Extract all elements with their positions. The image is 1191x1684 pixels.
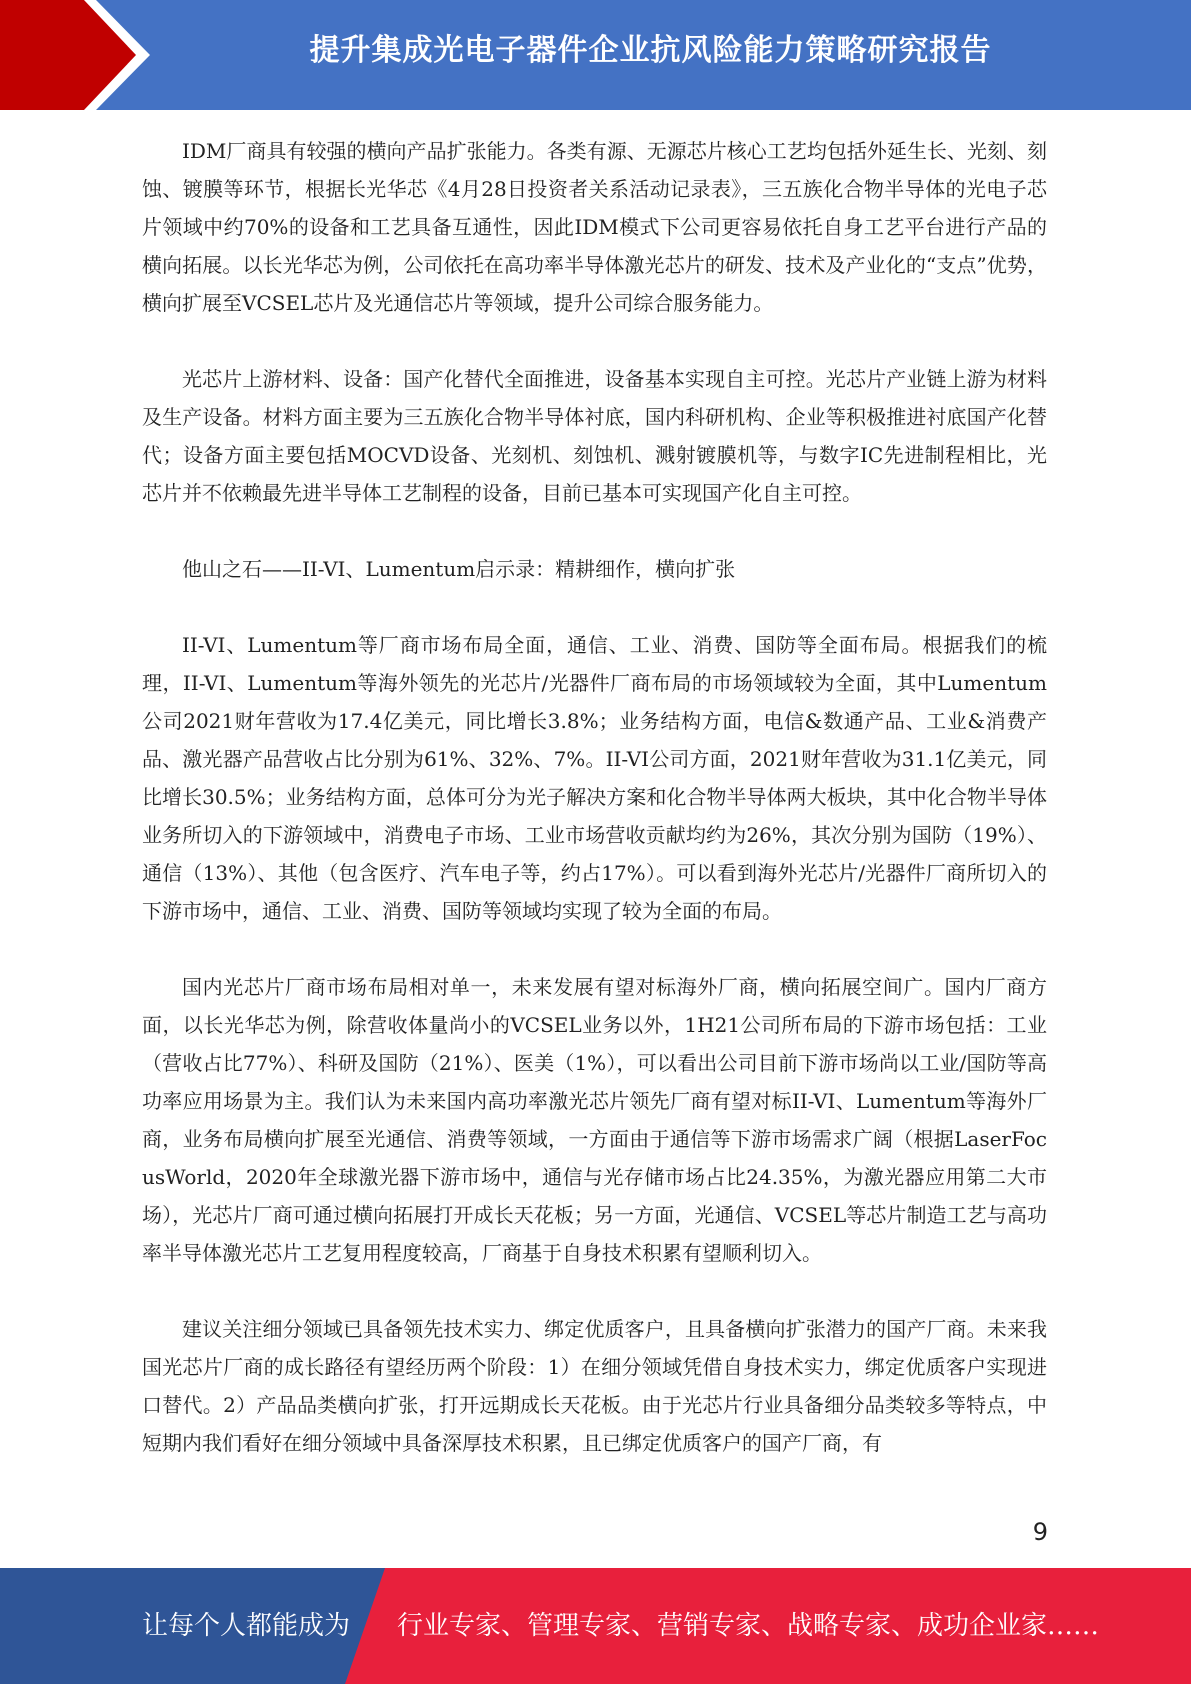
page-header — [0, 0, 1191, 110]
paragraph-recommendation: 建议关注细分领域已具备领先技术实力、绑定优质客户，且具备横向扩张潜力的国产厂商。未来我国光芯片厂商的成长路径有望经历两个阶段：1）在细分领域凭借自身技术实力，绑定优质客户实现进口替代。2）产品品类横向扩张，打开远期成长天花板。由于光芯片行业具备细分品类较多等特点，中短期内我们看好在细分领域中具备深厚技术积累，且已绑定优质客户的国产厂商，有 — [142, 1317, 1047, 1455]
paragraph-overseas-vendors: II-VI、Lumentum等厂商市场布局全面，通信、工业、消费、国防等全面布局。根据我们的梳理，II-VI、Lumentum等海外领先的光芯片/光器件厂商布局的市场领域较为全面，其中Lumentum公司2021财年营收为17.4亿美元，同比增长3.8%；业务结构方面，电信&数通产品、工业&消费产品、激光器产品营收占比分别为61%、32%、7%。II-VI公司方面，2021财年营收为31.1亿美元，同比增长30.5%；业务结构方面，总体可分为光子解决方案和化合物半导体两大板块，其中化合物半导体业务所切入的下游领域中，消费电子市场、工业市场营收贡献均约为26%，其次分别为国防（19%）、通信（13%）、其他（包含医疗、汽车电子等，约占17%）。可以看到海外光芯片/光器件厂商所切入的下游市场中，通信、工业、消费、国防等领域均实现了较为全面的布局。 — [142, 633, 1047, 923]
section-heading-lessons: 他山之石——II-VI、Lumentum启示录：精耕细作，横向扩张 — [182, 557, 736, 581]
paragraph-domestic-vendors: 国内光芯片厂商市场布局相对单一，未来发展有望对标海外厂商，横向拓展空间广。国内厂商方面，以长光华芯为例，除营收体量尚小的VCSEL业务以外，1H21公司所布局的下游市场包括：工业（营收占比77%）、科研及国防（21%）、医美（1%），可以看出公司目前下游市场尚以工业/国防等高功率应用场景为主。我们认为未来国内高功率激光芯片领先厂商有望对标II-VI、Lumentum等海外厂商，业务布局横向扩展至光通信、消费等领域，一方面由于通信等下游市场需求广阔（根据LaserFocusWorld，2020年全球激光器下游市场中，通信与光存储市场占比24.35%，为激光器应用第二大市场），光芯片厂商可通过横向拓展打开成长天花板；另一方面，光通信、VCSEL等芯片制造工艺与高功率半导体激光芯片工艺复用程度较高，厂商基于自身技术积累有望顺利切入。 — [142, 975, 1047, 1265]
paragraph-idm-expansion: IDM厂商具有较强的横向产品扩张能力。各类有源、无源芯片核心工艺均包括外延生长、光刻、刻蚀、镀膜等环节，根据长光华芯《4月28日投资者关系活动记录表》，三五族化合物半导体的光电子芯片领域中约70%的设备和工艺具备互通性，因此IDM模式下公司更容易依托自身工艺平台进行产品的横向拓展。以长光华芯为例，公司依托在高功率半导体激光芯片的研发、技术及产业化的“支点”优势，横向扩展至VCSEL芯片及光通信芯片等领域，提升公司综合服务能力。 — [142, 139, 1047, 315]
footer-slogan-left: 让每个人都能成为 — [142, 1611, 351, 1641]
page-footer — [0, 1568, 1191, 1684]
page-number: 9 — [1032, 1518, 1048, 1546]
report-title: 提升集成光电子器件企业抗风险能力策略研究报告 — [309, 33, 992, 68]
document-body — [142, 132, 1047, 1500]
footer-slogan-right: 行业专家、管理专家、营销专家、战略专家、成功企业家…… — [397, 1611, 1100, 1641]
paragraph-upstream-materials: 光芯片上游材料、设备：国产化替代全面推进，设备基本实现自主可控。光芯片产业链上游为材料及生产设备。材料方面主要为三五族化合物半导体衬底，国内科研机构、企业等积极推进衬底国产化替代；设备方面主要包括MOCVD设备、光刻机、刻蚀机、溅射镀膜机等，与数字IC先进制程相比，光芯片并不依赖最先进半导体工艺制程的设备，目前已基本可实现国产化自主可控。 — [142, 367, 1047, 505]
